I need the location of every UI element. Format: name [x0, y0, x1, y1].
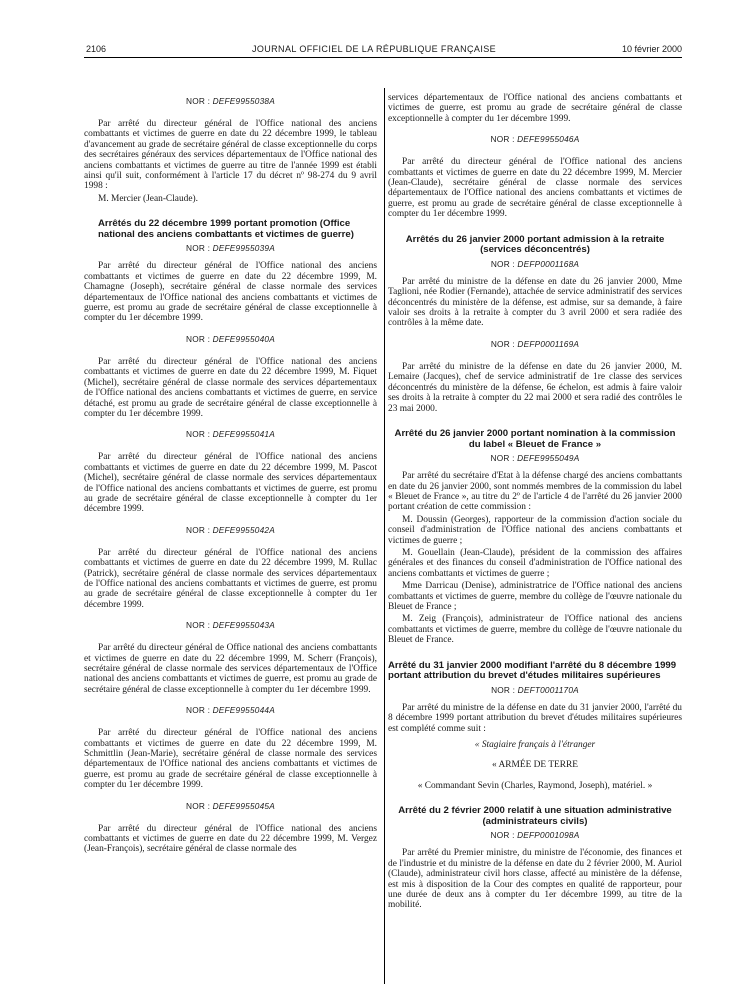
list-heading: « Stagiaire français à l'étranger — [474, 740, 596, 750]
nor-reference — [388, 685, 682, 695]
section-heading: Arrêtés du 26 janvier 2000 portant admission à la retraite (services déconcentrés) — [405, 233, 665, 256]
nor-prefix: NOR : — [186, 524, 213, 535]
paragraph: M. Zeig (François), administrateur de l'Office national des anciens combattants et victimes de guerre, membre du collège de l'œuvre nationale du Bleuet de France. — [388, 614, 682, 646]
nor-code: DEFE9955041A — [212, 429, 275, 440]
nor-code: DEFE9955049A — [517, 453, 580, 464]
right-column — [388, 60, 682, 913]
nor-prefix: NOR : — [186, 705, 213, 716]
nor-code: DEFE9955038A — [212, 96, 275, 106]
paragraph: Par arrêté du directeur général de l'Office national des anciens combattants et victimes de guerre en date du 22 décembre 1999, M. Chamagne (Joseph), secrétaire général de classe normale des services départementaux de l'Office national des anciens combattants et victimes de guerre, est promu au grade de secrétaire général de classe exceptionnelle à compter du 1er décembre 1999. — [84, 261, 377, 324]
nor-code: DEFE9955042A — [212, 524, 275, 535]
nor-prefix: NOR : — [186, 243, 213, 254]
paragraph: Mme Darricau (Denise), administratrice de l'Office national des anciens combattants et victimes de guerre, membre du collège de l'œuvre nationale du Bleuet de France ; — [388, 581, 682, 612]
nor-code: DEFE9955043A — [212, 620, 275, 631]
nor-code: DEFP0001168A — [517, 258, 580, 269]
paragraph: Par arrêté du directeur général de l'Office national des anciens combattants et victimes de guerre en date du 22 décembre 1999, M. Mercier (Jean-Claude), secrétaire général de classe normale des services départementaux de l'Office national des anciens combattants et victimes de guerre, est promu au grade de secrétaire général de classe exceptionnelle à compter du 1er décembre 1999. — [388, 157, 682, 220]
nor-reference — [388, 339, 682, 349]
nor-reference — [84, 429, 377, 439]
paragraph: Par arrêté du directeur général de Office national des anciens combattants et victimes de guerre en date du 22 décembre 1999, M. Scherr (François), secrétaire général de classe normale des services départementaux de l'Office national des anciens combattants et victimes de guerre, est promu au grade de secrétaire général de classe exceptionnelle à compter du 1er décembre 1999. — [84, 643, 377, 695]
nor-prefix: NOR : — [186, 620, 213, 631]
paragraph: M. Doussin (Georges), rapporteur de la commission d'action sociale du conseil d'administration de l'Office national des anciens combattants et victimes de guerre ; — [388, 514, 682, 546]
nor-code: DEFP0001169A — [517, 338, 580, 349]
paragraph: Par arrêté du directeur général de l'Office national des anciens combattants et victimes de guerre en date du 22 décembre 1999, le tableau d'avancement au grade de secrétaire général de classe exceptionnelle du corps des secrétaires généraux des services départementaux de l'Office national des anciens combattants et victimes de guerre au titre de l'année 1999 est établi ainsi qu'il suit, conformément à l'article 17 du décret nº 98-274 du 9 avril 1998 : — [84, 119, 377, 192]
nor-reference — [84, 334, 377, 344]
paragraph: M. Mercier (Jean-Claude). — [98, 193, 198, 204]
nor-prefix: NOR : — [491, 684, 518, 695]
paragraph: Par arrêté du directeur général de l'Office national des anciens combattants et victimes de guerre en date du 22 décembre 1999, M. Rullac (Patrick), secrétaire général de classe normale des services départementaux de l'Office national des anciens combattants et victimes de guerre, est promu au grade de secrétaire général de classe exceptionnelle à compter du 1er décembre 1999. — [84, 547, 377, 610]
section-heading: Arrêtés du 22 décembre 1999 portant promotion (Office national des anciens combattants et victimes de guerre) — [98, 218, 354, 240]
nor-reference — [388, 830, 682, 840]
nor-prefix: NOR : — [186, 429, 213, 440]
nor-code: DEFP0001098A — [517, 830, 580, 841]
header-rule — [84, 57, 682, 58]
nor-reference — [84, 801, 377, 811]
paragraph: Par arrêté du Premier ministre, du ministre de l'économie, des finances et de l'industrie et du ministre de la défense en date du 2 février 2000, M. Auriol (Claude), administrateur civil hors classe, affecté au ministère de la défense, est mis à disposition de la Cour des comptes en qualité de rapporteur, pour une durée de deux ans à compter du 1er décembre 1999, au titre de la mobilité. — [388, 848, 682, 911]
section-heading: Arrêté du 31 janvier 2000 modifiant l'arrêté du 8 décembre 1999 portant attribution du brevet d'études militaires supérieures — [388, 659, 677, 682]
page-number: 2106 — [86, 44, 107, 54]
nor-prefix: NOR : — [186, 333, 213, 344]
paragraph: Par arrêté du secrétaire d'Etat à la défense chargé des anciens combattants en date du 26 janvier 2000, sont nommés membres de la commission du label « Bleuet de France », au titre du 2º de l'article 4 de l'arrêté du 26 janvier 2000 portant création de cette commission : — [388, 471, 682, 513]
nor-prefix: NOR : — [490, 453, 518, 464]
left-column — [84, 60, 377, 857]
paragraph: Par arrêté du directeur général de l'Office national des anciens combattants et victimes de guerre en date du 22 décembre 1999, M. Vergez (Jean-François), secrétaire général de classe normale des — [84, 823, 377, 855]
page-header — [0, 0, 748, 60]
column-divider — [384, 88, 385, 984]
paragraph: Par arrêté du directeur général de l'Office national des anciens combattants et victimes de guerre en date du 22 décembre 1999, M. Fiquet (Michel), secrétaire général de classe normale des services départementaux de l'Office national des anciens combattants et victimes de guerre, en service détaché, est promu au grade de secrétaire général de classe exceptionnelle à compter du 1er décembre 1999. — [84, 356, 377, 419]
nor-prefix: NOR : — [490, 338, 518, 349]
nor-prefix: NOR : — [490, 134, 518, 145]
nor-reference — [388, 134, 682, 144]
paragraph: Par arrêté du ministre de la défense en date du 26 janvier 2000, Mme Taglioni, née Rodier (Fernande), attachée de service administratif des services déconcentrés du ministère de la défense, est admise, sur sa demande, à faire valoir ses droits à la retraite à compter du 3 avril 2000 et sera radiée des contrôles à la même date. — [388, 276, 682, 329]
paragraph: Par arrêté du directeur général de l'Office national des anciens combattants et victimes de guerre en date du 22 décembre 1999, M. Pascot (Michel), secrétaire général de classe normale des services départementaux de l'Office national des anciens combattants et victimes de guerre, est promu au grade de secrétaire général de classe exceptionnelle à compter du 1er décembre 1999. — [84, 452, 377, 515]
section-heading: Arrêté du 2 février 2000 relatif à une situation administrative (administrateurs civils) — [398, 805, 672, 827]
nor-code: DEFE9955040A — [212, 333, 275, 344]
nor-code: DEFE9955039A — [212, 243, 275, 254]
nor-reference — [84, 96, 377, 106]
paragraph: services départementaux de l'Office national des anciens combattants et victimes de guerre, est promu au grade de secrétaire général de classe exceptionnelle à compter du 1er décembre 1999. — [388, 93, 682, 124]
issue-date: 10 février 2000 — [621, 44, 682, 54]
nor-reference — [388, 453, 682, 463]
nor-prefix: NOR : — [186, 96, 213, 106]
nor-reference — [84, 525, 377, 535]
nor-reference — [84, 705, 377, 715]
journal-title: JOURNAL OFFICIEL DE LA RÉPUBLIQUE FRANÇAISE — [251, 44, 497, 54]
nor-reference — [84, 620, 377, 630]
nor-reference — [388, 259, 682, 269]
paragraph: M. Gouellain (Jean-Claude), président de la commission des affaires générales et des finances du conseil d'administration de l'Office national des anciens combattants et victimes de guerre ; — [388, 547, 682, 579]
list-item: « Commandant Sevin (Charles, Raymond, Joseph), matériel. » — [417, 780, 653, 791]
nor-code: DEFE9955044A — [212, 705, 275, 716]
paragraph: Par arrêté du directeur général de l'Office national des anciens combattants et victimes de guerre en date du 22 décembre 1999, M. Schmittlin (Jean-Marie), secrétaire général de classe normale des services départementaux de l'Office national des anciens combattants et victimes de guerre, est promu au grade de secrétaire général de classe exceptionnelle à compter du 1er décembre 1999. — [84, 728, 377, 791]
list-heading: « ARMÉE DE TERRE — [491, 760, 579, 771]
nor-prefix: NOR : — [490, 258, 518, 269]
nor-prefix: NOR : — [186, 800, 213, 811]
nor-reference — [84, 243, 377, 253]
nor-code: DEFE9955045A — [212, 800, 275, 811]
paragraph: Par arrêté du ministre de la défense en date du 31 janvier 2000, l'arrêté du 8 décembre 1999 portant attribution du brevet d'études militaires supérieures est complété comme suit : — [388, 702, 682, 734]
nor-code: DEFE9955046A — [517, 134, 580, 145]
nor-code: DEFT0001170A — [517, 684, 579, 695]
section-heading: Arrêté du 26 janvier 2000 portant nomination à la commission du label « Bleuet de France » — [394, 427, 676, 450]
paragraph: Par arrêté du ministre de la défense en date du 26 janvier 2000, M. Lemaire (Jacques), chef de service administratif de 1re classe des services déconcentrés du ministère de la défense, 6e échelon, est admis à faire valoir ses droits à la retraite à compter du 22 mai 2000 et sera radié des contrôles le 23 mai 2000. — [388, 361, 682, 414]
nor-prefix: NOR : — [490, 830, 518, 841]
